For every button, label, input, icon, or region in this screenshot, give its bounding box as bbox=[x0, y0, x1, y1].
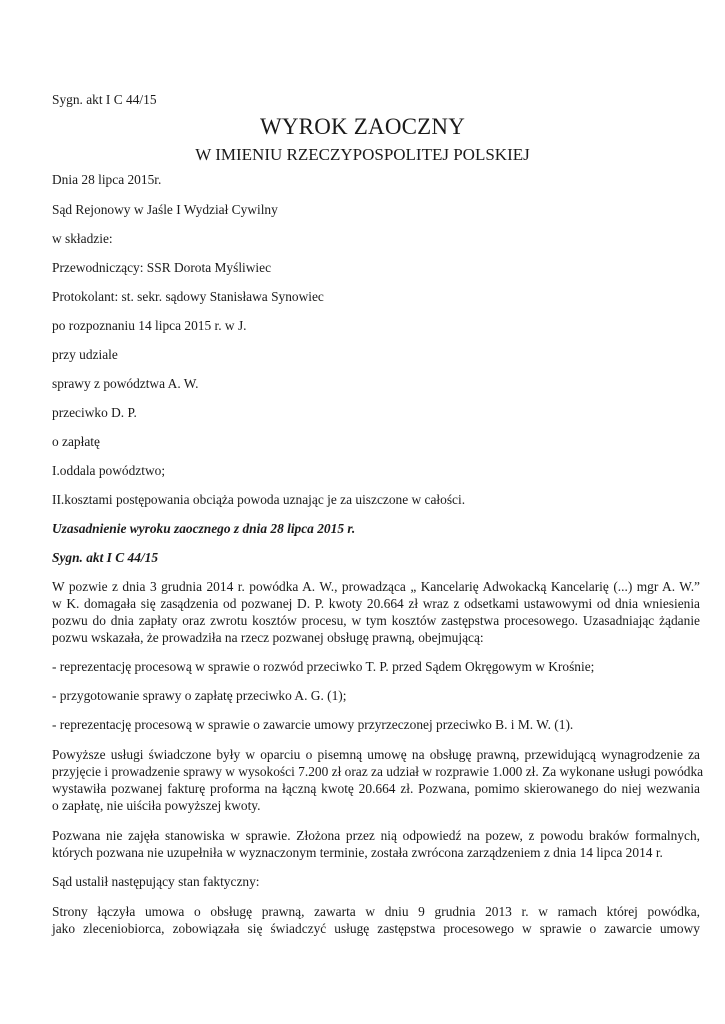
paragraph-services bbox=[52, 746, 704, 814]
list-item-divorce: - reprezentację procesową w sprawie o rozwód przeciwko T. P. przed Sądem Okręgowym w Krośnie; bbox=[52, 659, 595, 674]
case-defendant: przeciwko D. P. bbox=[52, 405, 137, 420]
paragraph-line: Powyższe usługi świadczone były w oparciu o pisemną umowę na obsługę prawną, przewidującą wynagrodzenie za bbox=[52, 747, 700, 762]
paragraph-line: których pozwana nie uzupełniła w wyznaczonym terminie, została zwrócona zarządzeniem z dnia 14 lipca 2014 r. bbox=[52, 845, 663, 860]
paragraph-claim bbox=[52, 578, 700, 646]
case-signature: Sygn. akt I C 44/15 bbox=[52, 92, 157, 107]
paragraph-line: o zapłatę, nie uiściła powyższej kwoty. bbox=[52, 798, 261, 813]
paragraph-line: wystawiła pozwanej fakturę proforma na łączną kwotę 20.664 zł. Pozwana, pomimo skierowanego do niej wezwania bbox=[52, 781, 700, 796]
ruling-point-1: I.oddala powództwo; bbox=[52, 463, 166, 478]
facts-heading: Sąd ustalił następujący stan faktyczny: bbox=[52, 874, 260, 889]
composition-label: w składzie: bbox=[52, 231, 113, 246]
case-claimant: sprawy z powództwa A. W. bbox=[52, 376, 199, 391]
court-clerk: Protokolant: st. sekr. sądowy Stanisława Synowiec bbox=[52, 289, 324, 304]
presiding-judge: Przewodniczący: SSR Dorota Myśliwiec bbox=[52, 260, 272, 275]
case-subject: o zapłatę bbox=[52, 434, 100, 449]
court-name: Sąd Rejonowy w Jaśle I Wydział Cywilny bbox=[52, 202, 278, 217]
justification-heading: Uzasadnienie wyroku zaocznego z dnia 28 lipca 2015 r. bbox=[52, 521, 356, 536]
paragraph-line: przyjęcie i prowadzenie sprawy w wysokości 7.200 zł oraz za udział w rozprawie 1.000 zł. Za wykonane usługi powódka bbox=[52, 764, 704, 779]
paragraph-line: Strony łączyła umowa o obsługę prawną, zawarta w dniu 9 grudnia 2013 r. w ramach której powódka, bbox=[52, 904, 700, 919]
hearing-info: po rozpoznaniu 14 lipca 2015 r. w J. bbox=[52, 318, 247, 333]
ruling-point-2: II.kosztami postępowania obciąża powoda uznając je za uiszczone w całości. bbox=[52, 492, 466, 507]
paragraph-line: pozwu do dnia zapłaty oraz zwrotu kosztów procesu, w tym kosztów zastępstwa procesowego. Uzasadniając żądanie bbox=[52, 613, 700, 628]
document-subtitle: W IMIENIU RZECZYPOSPOLITEJ POLSKIEJ bbox=[195, 145, 530, 164]
paragraph-line: Pozwana nie zajęła stanowiska w sprawie. Złożona przez nią odpowiedź na pozew, z powodu braków formalnych, bbox=[52, 828, 700, 843]
paragraph-contract bbox=[52, 903, 700, 937]
justification-signature: Sygn. akt I C 44/15 bbox=[52, 550, 159, 565]
judgment-date: Dnia 28 lipca 2015r. bbox=[52, 172, 162, 187]
list-item-contract: - reprezentację procesową w sprawie o zawarcie umowy przyrzeczonej przeciwko B. i M. W. (1). bbox=[52, 717, 574, 732]
participation-label: przy udziale bbox=[52, 347, 118, 362]
document-title: WYROK ZAOCZNY bbox=[259, 114, 466, 139]
paragraph-line: w K. domagała się zasądzenia od pozwanej D. P. kwoty 20.664 zł wraz z odsetkami ustawowymi od dnia wniesienia bbox=[52, 596, 700, 611]
paragraph-line: pozwu wskazała, że prowadziła na rzecz pozwanej obsługę prawną, obejmującą: bbox=[52, 630, 484, 645]
paragraph-defendant bbox=[52, 827, 700, 861]
paragraph-line: jako zleceniobiorca, zobowiązała się świadczyć usługę zastępstwa procesowego w sprawie o zawarcie umowy bbox=[52, 921, 700, 936]
list-item-payment: - przygotowanie sprawy o zapłatę przeciwko A. G. (1); bbox=[52, 688, 347, 703]
paragraph-line: W pozwie z dnia 3 grudnia 2014 r. powódka A. W., prowadząca „ Kancelarię Adwokacką Kancelarię (...) mgr A. W.” bbox=[52, 579, 700, 594]
